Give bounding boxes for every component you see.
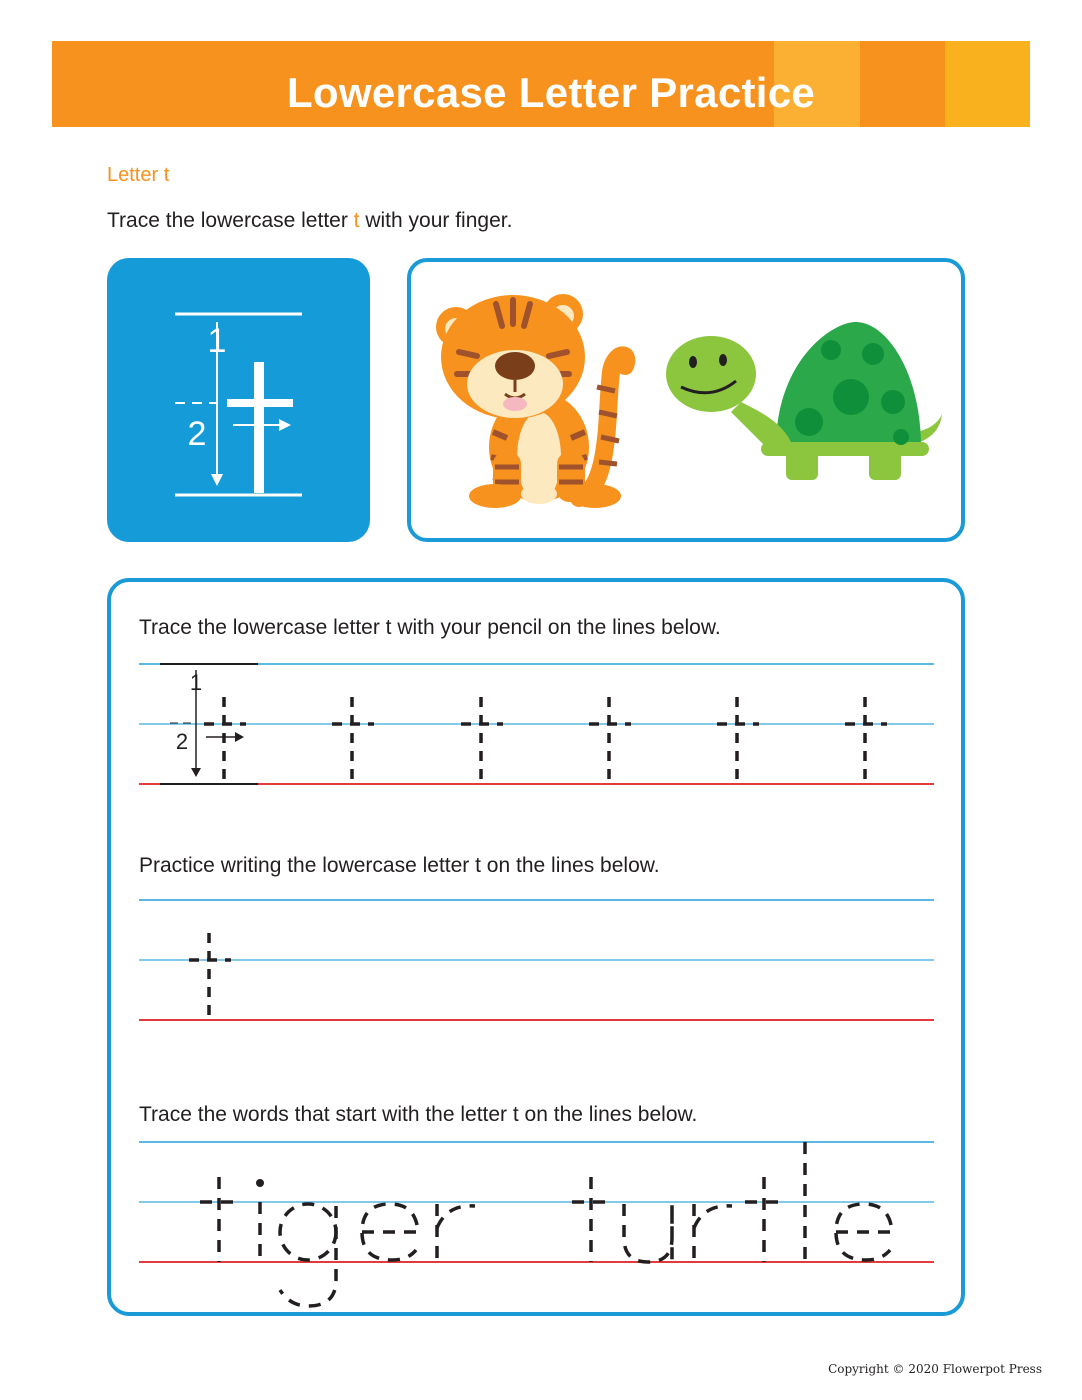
dashed-letter-t [589, 697, 631, 784]
trace-letter-row [139, 664, 934, 784]
practice-letter-instruction: Practice writing the lowercase letter t on the lines below. [139, 854, 660, 877]
trace-letter-instruction: Trace the lowercase letter t with your pencil on the lines below. [139, 616, 721, 639]
dashed-letter-t [717, 697, 759, 784]
intro-text-before: Trace the lowercase letter [107, 209, 354, 232]
intro-letter-highlight: t [353, 209, 360, 232]
arrow-down-icon [191, 768, 201, 777]
dashed-letter-t [332, 697, 374, 784]
copyright-footer: Copyright © 2020 Flowerpot Press [828, 1362, 1042, 1376]
trace-words-row [139, 1142, 934, 1306]
dashed-letter-t [845, 697, 887, 784]
stroke-number-1: 1 [207, 322, 227, 360]
stroke-number-2: 2 [187, 415, 207, 453]
practice-letter-row [139, 900, 934, 1020]
letter-label: Letter t [107, 164, 170, 186]
intro-text-after: with your finger. [359, 209, 513, 232]
stroke-number-1: 1 [189, 670, 203, 695]
dashed-letter-t [189, 933, 231, 1020]
dashed-word-tiger [200, 1177, 475, 1306]
page-title: Lowercase Letter Practice [286, 69, 816, 116]
dashed-letter-t [461, 697, 503, 784]
dashed-letter-t [204, 697, 246, 784]
trace-words-instruction: Trace the words that start with the letter t on the lines below. [139, 1103, 698, 1126]
stroke-number-2: 2 [175, 729, 189, 754]
arrow-right-icon [235, 732, 244, 742]
